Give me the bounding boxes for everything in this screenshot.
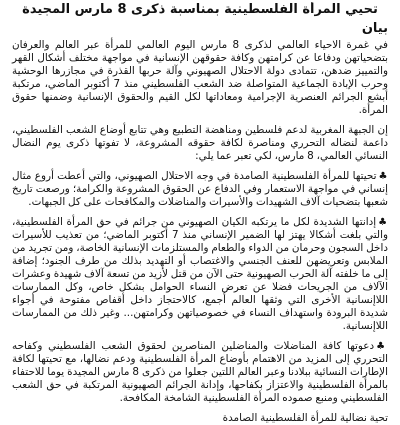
paragraph-text: في غمرة الاحياء العالمي لذكرى 8 مارس اليوم العالمي للمرأة عبر العالم والعرفان بتضحياتهن ودفاعا عن كرامتهن وكافة حقوقهن الإنسانية في مواجهة مختلف أشكال القهر والتمييز ضدهن، تتمادى دولة الاحتلال الصهيوني وآلة حربها القذرة في مجازرها الوحشية وحرب الإبادة الجماعية المتواصلة ضد الشعب الفلسطيني منذ 7 أكتوبر الماضي، مرتكبة أبشع الجرائم العنصرية الإجرامية ومعاداتها لكل القيم والحقوق الإنسانية وضمنها حقوق المرأة. xyxy=(12,39,389,116)
statement-heading: بيان xyxy=(361,21,388,36)
paragraph-text: إن الجبهة المغربية لدعم فلسطين ومناهضة التطبيع وهي تتابع أوضاع الشعب الفلسطيني، داعمة لنضاله التحرري ومناصرة لكافة حقوقه المشروعة، لا تفوتها ذكرى يوم النضال النسائي العالمي، 8 مارس، لكي تعبر عما يلي: xyxy=(12,124,388,162)
clover-bullet-icon: ♣ xyxy=(376,341,389,352)
paragraph-text: دعوتها كافة المناضلات والمناضلين المناصرين لحقوق الشعب الفلسطيني وكفاحه التحرري إلى المزيد من الاهتمام بأوضاع المرأة الفلسطينية ودعم نضالها، مع تحيتها لكافة الإطارات النسائية ببلادنا وعبر العالم اللتين جعلوا من ذكرى 8 مارس المجيدة يوما للاحتفاء بالمرأة الفلسطينية والاعتزاز بكفاحها، وإدانة الجرائم الصهيونية المرتكبة في حق الشعب الفلسطيني ومنبع صموده المرأة الفلسطينية الشامخة المكافحة. xyxy=(12,340,388,404)
paragraph-intro xyxy=(12,39,388,117)
paragraph-greeting xyxy=(12,170,388,209)
paragraph-front-statement xyxy=(12,124,388,163)
paragraph-call xyxy=(12,340,388,405)
paragraph-text: إدانتها الشديدة لكل ما يرتكبه الكيان الصهيوني من جرائم في حق المرأة الفلسطينية، والتي بلغت أشكالا يهتز لها الضمير الإنساني منذ 7 أكتوبر الماضي؛ من تعذيب للأسيرات داخل السجون وحرمان من الدواء والطعام والمستلزمات الإنسانية الخاصة، ومن تجريد من الملابس وتعريضهن للعنف الجنسي والاغتصاب أو التهديد بذلك من طرف الجنود؛ إضافة إلى ما خلفته آلة الحرب الصهيونية حتى الآن من قتل لأزيد من تسعة آلاف شهيدة وعشرات الآلاف من الجريحات فضلا عن تعرض النساء الحوامل بشكل خاص، وكل الممارسات اللاإنسانية الأخرى التي وثقها العالم أجمع، كالاحتجاز داخل أقفاص مفتوحة في أجواء شديدة البرودة واستهداف النساء في خصوصياتهن وكرامتهن... وغير ذلك من الممارسات اللاإنسانية. xyxy=(12,216,389,332)
clover-bullet-icon: ♣ xyxy=(378,217,388,228)
paragraph-footer-partial xyxy=(12,412,388,425)
paragraph-text: تحيتها للمرأة الفلسطينية الصامدة في وجه الاحتلال الصهيوني، والتي أعطت أروع مثال إنساني في مواجهة الاستعمار وفي الدفاع عن الحقوق المشروعة والكرامة؛ ورصعت تاريخ شعبها بتضحيات آلاف الشهيدات والأسيرات والمناضلات والمكافحات على كل الجبهات. xyxy=(12,170,388,208)
paragraph-text: تحية نضالية للمرأة الفلسطينية الصامدة xyxy=(222,412,388,424)
clover-bullet-icon: ♣ xyxy=(378,171,388,182)
paragraph-condemnation xyxy=(12,216,388,333)
page-title: تحيي المرأة الفلسطينية بمناسبة ذكرى 8 مارس المجيدة xyxy=(22,2,378,17)
